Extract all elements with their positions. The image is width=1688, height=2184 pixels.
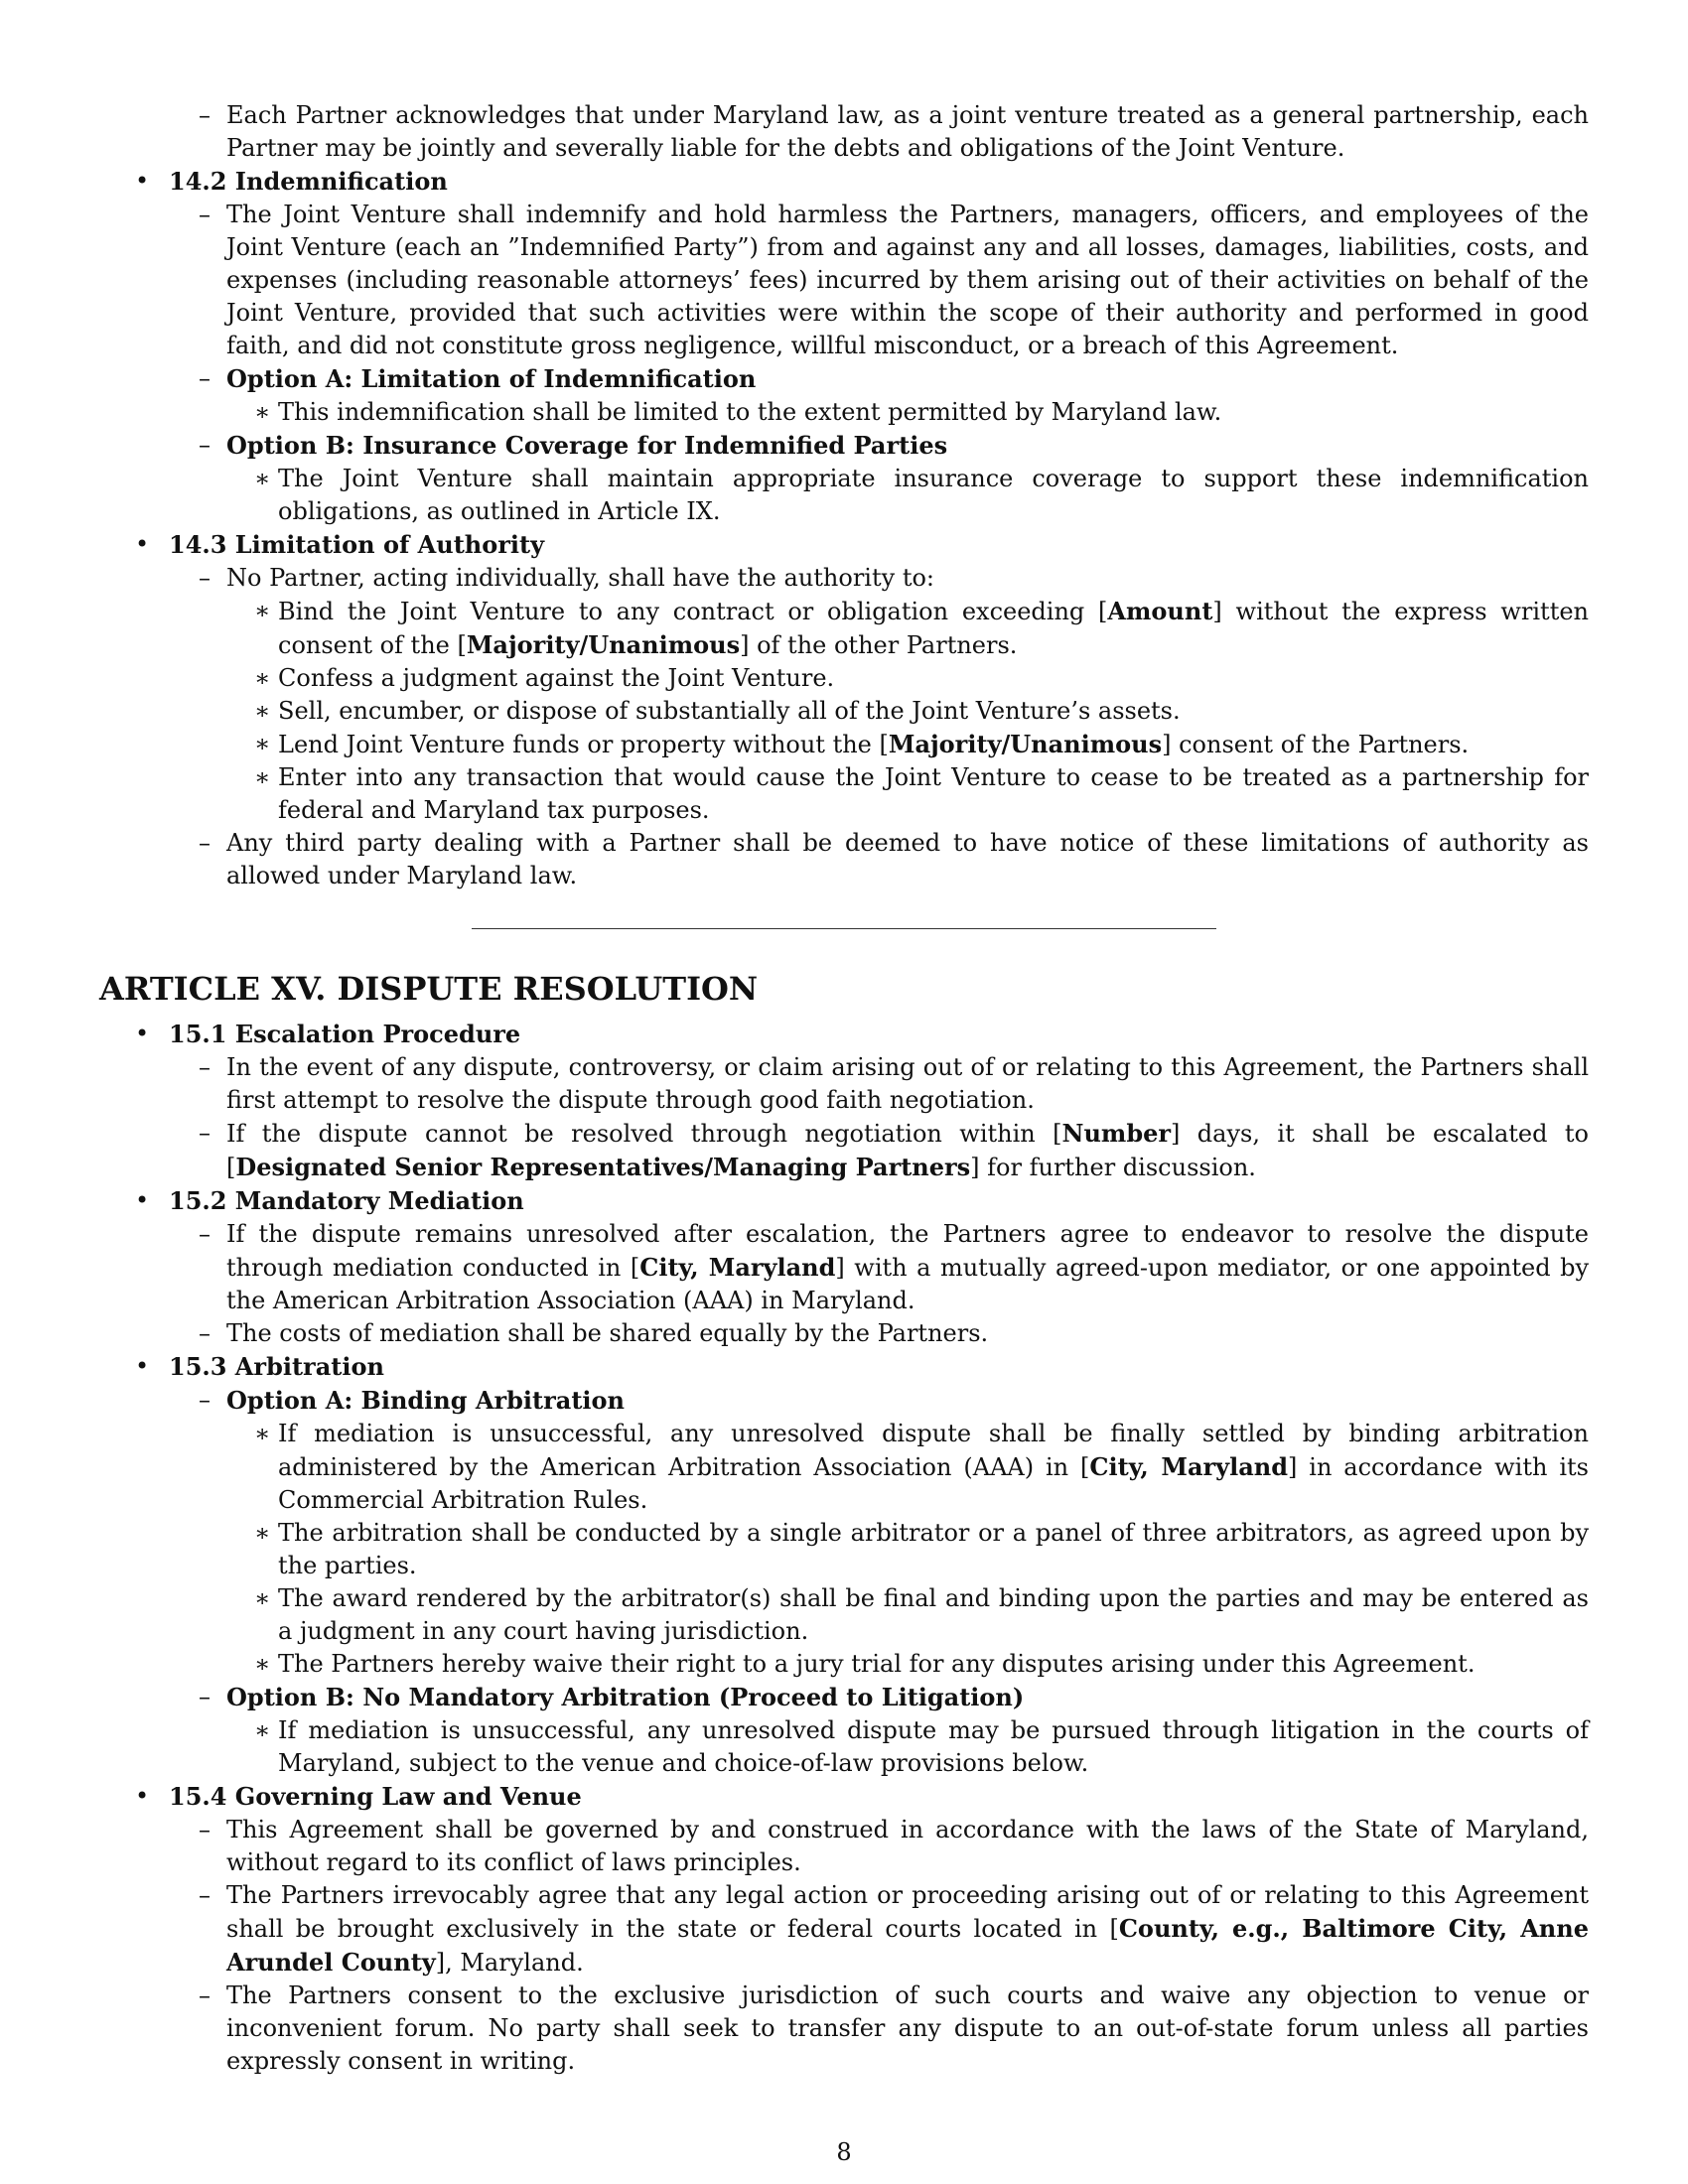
option-heading: Option B: No Mandatory Arbitration (Proceed to Litigation) [226,1683,1025,1711]
section-heading: 15.1 Escalation Procedure [169,1020,521,1048]
option-heading: Option A: Binding Arbitration [226,1386,625,1415]
list-item [169,827,1589,892]
section-14-1-continuation [99,99,1589,165]
list-item: – The Partners consent to the exclusive jurisdiction of such courts and waive any objection to venue or inconvenient forum. No party shall seek to transfer any dispute to an out-of-state forum unless all parties expressly consent in writing. [169,1979,1589,2078]
section-14-list [99,165,1589,892]
section-14-2 [99,165,1589,528]
paragraph: Any third party dealing with a Partner shall be deemed to have notice of these limitations of authority as allowed under Maryland law. [226,829,1589,889]
list-item: ∗ Sell, encumber, or dispose of substantially all of the Joint Venture’s assets. [226,695,1589,728]
list-item: – If the dispute cannot be resolved through negotiation within [Number] days, it shall be escalated to [Designated Senior Representatives/Managing Partners] for further discussion. [169,1117,1589,1184]
list-item: ∗ Lend Joint Venture funds or property without the [Majority/Unanimous] consent of the Partners. [226,728,1589,761]
paragraph: Each Partner acknowledges that under Maryland law, as a joint venture treated as a general partnership, each Partner may be jointly and severally liable for the debts and obligations of the Joint Venture. [226,101,1589,162]
placeholder-city: City, Maryland [1089,1452,1288,1481]
placeholder-number: Number [1061,1119,1172,1148]
list-item: – In the event of any dispute, controversy, or claim arising out of or relating to this Agreement, the Partners shall first attempt to resolve the dispute through good faith negotiation. [169,1051,1589,1117]
paragraph: This indemnification shall be limited to the extent permitted by Maryland law. [278,398,1222,426]
list-item: – The Partners irrevocably agree that any legal action or proceeding arising out of or relating to this Agreement shall be brought exclusively in the state or federal courts located in [County, e.g., Baltimore City, Anne Arundel County], Maryland. [169,1879,1589,1979]
section-heading: 15.4 Governing Law and Venue [169,1782,582,1811]
section-15-3 [99,1350,1589,1780]
article-15-list [99,1018,1589,2078]
placeholder-representatives: Designated Senior Representatives/Managing Partners [235,1153,971,1181]
list-item [169,99,1589,165]
page-number: 8 [836,2138,852,2166]
option-b [169,429,1589,528]
list-item: ∗ The arbitration shall be conducted by a single arbitrator or a panel of three arbitrators, as agreed upon by the parties. [226,1517,1589,1582]
section-15-2 [99,1184,1589,1350]
list-item: ∗ Enter into any transaction that would cause the Joint Venture to cease to be treated as a partnership for federal and Maryland tax purposes. [226,761,1589,827]
option-heading: Option A: Limitation of Indemnification [226,364,757,393]
list-item: ∗ The Partners hereby waive their right to a jury trial for any disputes arising under this Agreement. [226,1648,1589,1681]
list-item [169,562,1589,827]
option-heading: Option B: Insurance Coverage for Indemnified Parties [226,431,948,460]
option-b [169,1681,1589,1780]
section-heading: 14.2 Indemnification [169,167,448,196]
list-item: ∗ If mediation is unsuccessful, any unresolved dispute shall be finally settled by binding arbitration administered by the American Arbitration Association (AAA) in [City, Maryland] in accordance with its Commercial Arbitration Rules. [226,1418,1589,1517]
placeholder-majority: Majority/Unanimous [888,730,1163,758]
document-page [99,99,1589,2078]
placeholder-county: County, e.g., Baltimore City, Anne Arundel County [226,1914,1589,1977]
section-heading: 15.3 Arbitration [169,1352,384,1381]
list-item: – If the dispute remains unresolved after escalation, the Partners agree to endeavor to resolve the dispute through mediation conducted in [City, Maryland] with a mutually agreed-upon mediator, or one appointed by the American Arbitration Association (AAA) in Maryland. [169,1218,1589,1317]
option-a [169,1384,1589,1681]
paragraph: The Joint Venture shall maintain appropriate insurance coverage to support these indemnification obligations, as outlined in Article IX. [278,465,1589,525]
placeholder-amount: Amount [1107,597,1213,625]
paragraph: No Partner, acting individually, shall have the authority to: [226,564,934,592]
list-item: ∗ If mediation is unsuccessful, any unresolved dispute may be pursued through litigation in the courts of Maryland, subject to the venue and choice-of-law provisions below. [226,1714,1589,1780]
list-item [226,396,1589,429]
section-heading: 14.3 Limitation of Authority [169,530,545,559]
placeholder-city: City, Maryland [639,1253,836,1282]
list-item: – The costs of mediation shall be shared equally by the Partners. [169,1317,1589,1350]
section-heading: 15.2 Mandatory Mediation [169,1186,524,1215]
section-divider [472,928,1216,929]
placeholder-majority: Majority/Unanimous [466,630,741,659]
section-15-1 [99,1018,1589,1184]
list-item [169,199,1589,362]
list-item: ∗ Confess a judgment against the Joint Venture. [226,662,1589,695]
paragraph: The Joint Venture shall indemnify and hold harmless the Partners, managers, officers, and employees of the Joint Venture (each an ”Indemnified Party”) from and against any and all losses, damages, liabilities, costs, and expenses (including reasonable attorneys’ fees) incurred by them arising out of their activities on behalf of the Joint Venture, provided that such activities were within the scope of their authority and performed in good faith, and did not constitute gross negligence, willful misconduct, or a breach of this Agreement. [226,201,1589,359]
article-title: ARTICLE XV. DISPUTE RESOLUTION [99,970,759,1008]
list-item: ∗ The award rendered by the arbitrator(s) shall be final and binding upon the parties and may be entered as a judgment in any court having jurisdiction. [226,1582,1589,1648]
section-14-3 [99,528,1589,892]
list-item: – This Agreement shall be governed by and construed in accordance with the laws of the State of Maryland, without regard to its conflict of laws principles. [169,1814,1589,1879]
option-a [169,362,1589,429]
list-item: ∗ Bind the Joint Venture to any contract or obligation exceeding [Amount] without the express written consent of the [Majority/Unanimous] of the other Partners. [226,595,1589,662]
section-15-4 [99,1780,1589,2078]
list-item [226,463,1589,528]
